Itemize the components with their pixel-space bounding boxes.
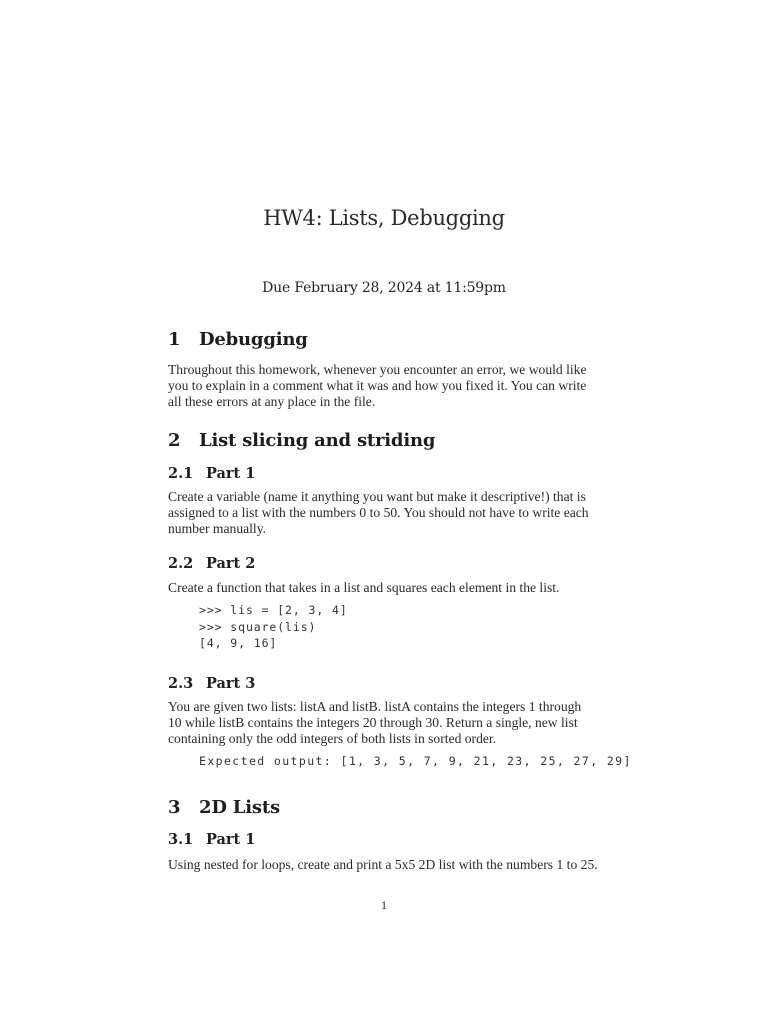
paragraph-line: number manually. [168,521,267,536]
subsection-number: 2.2 [168,555,194,572]
section-heading-2d-lists [168,797,280,818]
subsection-heading-3-1 [168,831,255,848]
subsection-title: Part 3 [206,675,256,692]
code-line: Expected output: [1, 3, 5, 7, 9, 21, 23, 25, 27, 29] [199,754,632,768]
subsection-number: 2.3 [168,675,194,692]
code-line: [4, 9, 16] [199,636,278,650]
paragraph-line: Throughout this homework, whenever you encounter an error, we would like [168,362,587,377]
paragraph-line: you to explain in a comment what it was and how you fixed it. You can write [168,378,587,393]
page-title: HW4: Lists, Debugging [263,206,505,230]
section-number: 3 [168,797,181,818]
code-line: >>> lis = [2, 3, 4] [199,603,348,617]
subsection-title: Part 2 [206,555,256,572]
section-title: List slicing and striding [199,430,436,451]
section-number: 2 [168,430,181,451]
paragraph-line: Create a variable (name it anything you want but make it descriptive!) that is [168,489,586,504]
section-heading-debugging [168,329,308,350]
paragraph-line: containing only the odd integers of both lists in sorted order. [168,731,497,746]
due-date: Due February 28, 2024 at 11:59pm [262,280,506,296]
subsection-number: 2.1 [168,465,194,482]
paragraph-line: You are given two lists: listA and listB. listA contains the integers 1 through [168,699,582,714]
section-heading-list-slicing [168,430,435,451]
paragraph-line: 10 while listB contains the integers 20 through 30. Return a single, new list [168,715,578,730]
page-number: 1 [381,898,387,912]
subsection-number: 3.1 [168,831,194,848]
subsection-title: Part 1 [206,831,256,848]
subsection-heading-2-2 [168,555,255,572]
code-line: >>> square(lis) [199,620,317,634]
paragraph-line: Create a function that takes in a list and squares each element in the list. [168,580,560,595]
section-title: Debugging [199,329,308,350]
section-title: 2D Lists [199,797,280,818]
paragraph-line: all these errors at any place in the file. [168,394,376,409]
paragraph-line: assigned to a list with the numbers 0 to 50. You should not have to write each [168,505,589,520]
paragraph-line: Using nested for loops, create and print a 5x5 2D list with the numbers 1 to 25. [168,857,598,872]
subsection-heading-2-3 [168,675,255,692]
section-number: 1 [168,329,181,350]
subsection-title: Part 1 [206,465,256,482]
subsection-heading-2-1 [168,465,255,482]
